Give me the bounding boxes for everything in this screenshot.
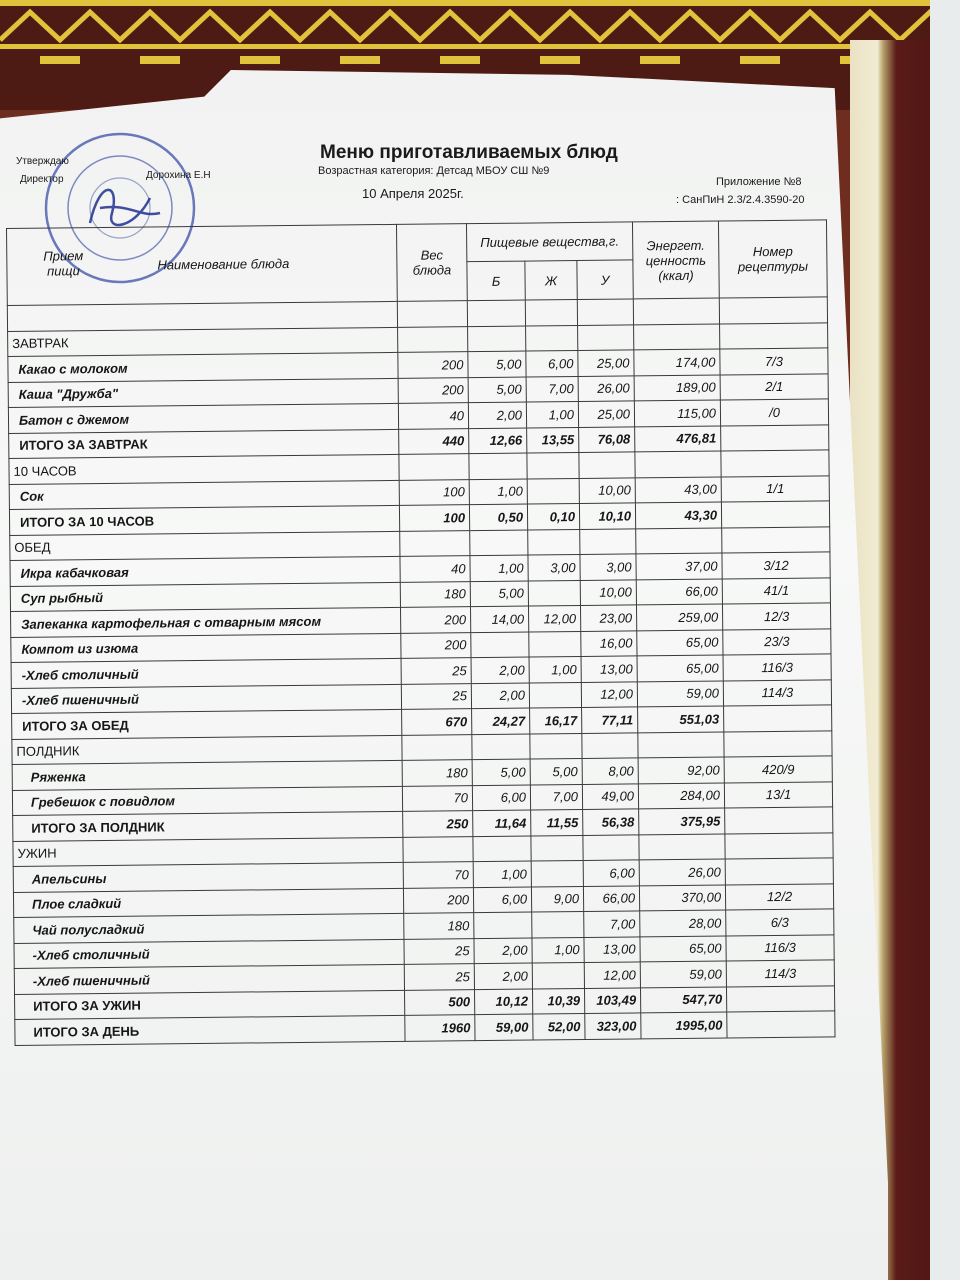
column-b: Б xyxy=(467,261,525,301)
empty-cell xyxy=(582,732,638,758)
recipe-cell: 12/2 xyxy=(725,883,833,910)
weight-cell: 180 xyxy=(402,760,472,786)
weight-cell: 1960 xyxy=(405,1015,475,1041)
energy-cell: 65,00 xyxy=(640,935,726,961)
nutrient-cell-zh: 7,00 xyxy=(530,784,582,810)
section-title: ПОЛДНИК xyxy=(12,735,402,765)
energy-cell: 189,00 xyxy=(634,375,720,401)
dish-name: Плое сладкий xyxy=(13,888,403,918)
column-meal: Прием пищи xyxy=(43,248,84,279)
page-title: Меню приготавливаемых блюд xyxy=(320,142,618,163)
dish-name: -Хлеб пшеничный xyxy=(14,964,404,994)
nutrient-cell-b: 5,00 xyxy=(470,581,528,607)
recipe-cell: 116/3 xyxy=(726,934,834,961)
appendix-label: Приложение №8 xyxy=(716,176,802,188)
nutrient-cell-b: 2,00 xyxy=(471,683,529,709)
nutrient-cell-b: 24,27 xyxy=(472,708,530,734)
dish-name: ИТОГО ЗА ПОЛДНИК xyxy=(13,811,403,841)
header-gap-cell xyxy=(525,300,577,326)
nutrient-cell-u: 12,00 xyxy=(581,681,637,707)
weight-cell: 500 xyxy=(404,989,474,1015)
recipe-cell xyxy=(727,1011,835,1038)
empty-cell xyxy=(528,529,580,555)
dish-name: Запеканка картофельная с отварным мясом xyxy=(11,607,401,637)
dish-name: -Хлеб столичный xyxy=(11,658,401,688)
recipe-cell: 23/3 xyxy=(723,628,831,655)
recipe-cell: /0 xyxy=(720,399,828,426)
nutrient-cell-u: 25,00 xyxy=(578,350,634,376)
nutrient-cell-b: 1,00 xyxy=(470,555,528,581)
header-gap-cell xyxy=(633,298,719,324)
weight-cell: 70 xyxy=(403,862,473,888)
nutrient-cell-b: 6,00 xyxy=(472,785,530,811)
recipe-cell xyxy=(725,807,833,834)
column-nutrients: Пищевые вещества,г. xyxy=(466,222,632,262)
approve-label: Утверждаю xyxy=(16,156,69,167)
empty-cell xyxy=(724,730,832,757)
recipe-cell: 2/1 xyxy=(720,373,828,400)
nutrient-cell-zh: 1,00 xyxy=(529,657,581,683)
nutrient-cell-u: 56,38 xyxy=(583,809,639,835)
energy-cell: 66,00 xyxy=(636,579,722,605)
nutrient-cell-zh xyxy=(529,682,581,708)
dish-name: ИТОГО ЗА ДЕНЬ xyxy=(15,1015,405,1045)
nutrient-cell-zh xyxy=(532,911,584,937)
nutrient-cell-zh xyxy=(532,962,584,988)
header-gap-cell xyxy=(577,299,633,325)
nutrient-cell-u: 49,00 xyxy=(582,783,638,809)
energy-cell: 375,95 xyxy=(639,808,725,834)
nutrient-cell-u: 26,00 xyxy=(578,375,634,401)
nutrient-cell-u: 77,11 xyxy=(582,707,638,733)
nutrient-cell-zh: 52,00 xyxy=(533,1013,585,1039)
nutrient-cell-u: 16,00 xyxy=(581,630,637,656)
nutrient-cell-zh: 16,17 xyxy=(530,707,582,733)
header-gap-cell xyxy=(467,300,525,326)
empty-cell xyxy=(403,836,473,862)
dish-name: ИТОГО ЗА 10 ЧАСОВ xyxy=(9,505,399,535)
nutrient-cell-zh xyxy=(527,478,579,504)
weight-cell: 100 xyxy=(399,479,469,505)
nutrient-cell-b xyxy=(471,632,529,658)
dish-name: Суп рыбный xyxy=(10,582,400,612)
nutrient-cell-b: 1,00 xyxy=(473,861,531,887)
dish-name: Каша "Дружба" xyxy=(8,378,398,408)
nutrient-cell-u: 10,00 xyxy=(579,477,635,503)
energy-cell: 115,00 xyxy=(634,400,720,426)
menu-table-container xyxy=(6,219,845,1045)
nutrient-cell-b: 1,00 xyxy=(469,479,527,505)
energy-cell: 59,00 xyxy=(640,961,726,987)
weight-cell: 25 xyxy=(404,938,474,964)
empty-cell xyxy=(472,734,530,760)
menu-table xyxy=(6,219,836,1045)
header-meal-dish xyxy=(7,224,398,305)
energy-cell: 65,00 xyxy=(637,655,723,681)
wall-edge xyxy=(930,0,960,1280)
recipe-cell: 12/3 xyxy=(722,603,830,630)
dish-name: Компот из изюма xyxy=(11,633,401,663)
nutrient-cell-zh: 10,39 xyxy=(532,988,584,1014)
weight-cell: 25 xyxy=(404,964,474,990)
nutrient-cell-u: 10,10 xyxy=(579,503,635,529)
dish-name: -Хлеб столичный xyxy=(14,939,404,969)
nutrient-cell-u: 3,00 xyxy=(580,554,636,580)
age-category: Возрастная категория: Детсад МБОУ СШ №9 xyxy=(318,165,550,177)
weight-cell: 100 xyxy=(399,505,469,531)
nutrient-cell-u: 103,49 xyxy=(584,987,640,1013)
nutrient-cell-b: 2,00 xyxy=(474,938,532,964)
recipe-cell xyxy=(724,705,832,732)
weight-cell: 40 xyxy=(400,556,470,582)
weight-cell: 200 xyxy=(398,377,468,403)
energy-cell: 174,00 xyxy=(634,349,720,375)
empty-cell xyxy=(725,832,833,859)
energy-cell: 476,81 xyxy=(635,426,721,452)
nutrient-cell-u: 323,00 xyxy=(585,1013,641,1039)
section-title: ОБЕД xyxy=(10,531,400,561)
column-recipe: Номер рецептуры xyxy=(718,220,827,298)
nutrient-cell-b: 5,00 xyxy=(468,351,526,377)
weight-cell: 200 xyxy=(401,632,471,658)
weight-cell: 200 xyxy=(403,887,473,913)
column-dish: Наименование блюда xyxy=(157,256,290,273)
recipe-cell: 7/3 xyxy=(720,348,828,375)
dish-name: ИТОГО ЗА ЗАВТРАК xyxy=(9,429,399,459)
empty-cell xyxy=(720,322,828,349)
empty-cell xyxy=(578,324,634,350)
nutrient-cell-zh: 7,00 xyxy=(526,376,578,402)
empty-cell xyxy=(469,453,527,479)
weight-cell: 200 xyxy=(400,607,470,633)
column-energy: Энергет. ценность (ккал) xyxy=(632,221,719,299)
empty-cell xyxy=(636,528,722,554)
column-weight: Вес блюда xyxy=(396,224,467,302)
weight-cell: 70 xyxy=(402,785,472,811)
weight-cell: 250 xyxy=(403,811,473,837)
recipe-cell: 41/1 xyxy=(722,577,830,604)
dish-name: Батон с джемом xyxy=(8,403,398,433)
nutrient-cell-u: 66,00 xyxy=(583,885,639,911)
dish-name: ИТОГО ЗА ОБЕД xyxy=(12,709,402,739)
weight-cell: 180 xyxy=(404,913,474,939)
empty-cell xyxy=(468,326,526,352)
empty-cell xyxy=(402,734,472,760)
energy-cell: 551,03 xyxy=(638,706,724,732)
weight-cell: 200 xyxy=(398,352,468,378)
nutrient-cell-zh: 1,00 xyxy=(532,937,584,963)
recipe-cell: 13/1 xyxy=(724,781,832,808)
weight-cell: 25 xyxy=(401,658,471,684)
nutrient-cell-u: 13,00 xyxy=(581,656,637,682)
nutrient-cell-b: 2,00 xyxy=(474,963,532,989)
nutrient-cell-zh: 6,00 xyxy=(526,351,578,377)
nutrient-cell-u: 23,00 xyxy=(580,605,636,631)
header-gap-cell xyxy=(719,297,827,324)
recipe-cell: 6/3 xyxy=(726,909,834,936)
nutrient-cell-b: 2,00 xyxy=(471,657,529,683)
energy-cell: 1995,00 xyxy=(641,1012,727,1038)
empty-cell xyxy=(473,836,531,862)
weight-cell: 25 xyxy=(401,683,471,709)
energy-cell: 370,00 xyxy=(639,885,725,911)
nutrient-cell-b: 11,64 xyxy=(473,810,531,836)
energy-cell: 92,00 xyxy=(638,757,724,783)
dish-name: -Хлеб пшеничный xyxy=(11,684,401,714)
empty-cell xyxy=(400,530,470,556)
energy-cell: 547,70 xyxy=(641,986,727,1012)
empty-cell xyxy=(531,835,583,861)
nutrient-cell-zh: 1,00 xyxy=(526,402,578,428)
energy-cell: 26,00 xyxy=(639,859,725,885)
nutrient-cell-zh: 12,00 xyxy=(528,606,580,632)
empty-cell xyxy=(721,450,829,477)
nutrient-cell-b xyxy=(474,912,532,938)
nutrient-cell-zh: 11,55 xyxy=(531,809,583,835)
nutrient-cell-b: 14,00 xyxy=(470,606,528,632)
empty-cell xyxy=(722,526,830,553)
dish-name: Икра кабачковая xyxy=(10,556,400,586)
recipe-cell: 114/3 xyxy=(726,960,834,987)
energy-cell: 43,30 xyxy=(635,502,721,528)
nutrient-cell-u: 76,08 xyxy=(579,426,635,452)
nutrient-cell-b: 2,00 xyxy=(468,402,526,428)
recipe-cell: 3/12 xyxy=(722,552,830,579)
weight-cell: 180 xyxy=(400,581,470,607)
dish-name: Чай полусладкий xyxy=(14,913,404,943)
nutrient-cell-u: 12,00 xyxy=(584,962,640,988)
nutrient-cell-u: 7,00 xyxy=(584,911,640,937)
dish-name: Сок xyxy=(9,480,399,510)
dish-name: Ряженка xyxy=(12,760,402,790)
nutrient-cell-b: 5,00 xyxy=(468,377,526,403)
dish-name: Какао с молоком xyxy=(8,352,398,382)
sanpin-label: : СанПиН 2.3/2.4.3590-20 xyxy=(676,194,805,206)
recipe-cell xyxy=(721,424,829,451)
header-gap-cell xyxy=(397,301,467,327)
nutrient-cell-u: 10,00 xyxy=(580,579,636,605)
energy-cell: 59,00 xyxy=(637,681,723,707)
dish-name: ИТОГО ЗА УЖИН xyxy=(15,990,405,1020)
weight-cell: 440 xyxy=(399,428,469,454)
menu-table-body xyxy=(8,322,835,1045)
nutrient-cell-u: 6,00 xyxy=(583,860,639,886)
nutrient-cell-zh: 9,00 xyxy=(531,886,583,912)
column-u: У xyxy=(577,260,633,300)
empty-cell xyxy=(583,834,639,860)
director-name: Дорохина Е.Н xyxy=(146,170,211,181)
recipe-cell: 1/1 xyxy=(721,475,829,502)
nutrient-cell-zh xyxy=(531,860,583,886)
energy-cell: 43,00 xyxy=(635,477,721,503)
empty-cell xyxy=(580,528,636,554)
empty-cell xyxy=(635,451,721,477)
nutrient-cell-u: 8,00 xyxy=(582,758,638,784)
empty-cell xyxy=(470,530,528,556)
empty-cell xyxy=(398,326,468,352)
nutrient-cell-b: 12,66 xyxy=(469,428,527,454)
empty-cell xyxy=(634,324,720,350)
nutrient-cell-b: 5,00 xyxy=(472,759,530,785)
nutrient-cell-zh xyxy=(529,631,581,657)
energy-cell: 28,00 xyxy=(640,910,726,936)
empty-cell xyxy=(399,454,469,480)
section-title: 10 ЧАСОВ xyxy=(9,454,399,484)
nutrient-cell-b: 10,12 xyxy=(474,989,532,1015)
menu-date: 10 Апреля 2025г. xyxy=(362,186,464,201)
recipe-cell xyxy=(721,501,829,528)
nutrient-cell-zh: 13,55 xyxy=(527,427,579,453)
nutrient-cell-u: 25,00 xyxy=(578,401,634,427)
director-label: Директор xyxy=(20,174,64,185)
nutrient-cell-zh: 5,00 xyxy=(530,758,582,784)
nutrient-cell-b: 0,50 xyxy=(469,504,527,530)
nutrient-cell-zh: 3,00 xyxy=(528,555,580,581)
dish-name: Апельсины xyxy=(13,862,403,892)
nutrient-cell-b: 59,00 xyxy=(475,1014,533,1040)
empty-cell xyxy=(530,733,582,759)
nutrient-cell-u: 13,00 xyxy=(584,936,640,962)
weight-cell: 40 xyxy=(398,403,468,429)
energy-cell: 259,00 xyxy=(636,604,722,630)
nutrient-cell-zh xyxy=(528,580,580,606)
empty-cell xyxy=(579,452,635,478)
recipe-cell xyxy=(725,858,833,885)
section-title: ЗАВТРАК xyxy=(8,327,398,357)
empty-cell xyxy=(526,325,578,351)
recipe-cell: 420/9 xyxy=(724,756,832,783)
energy-cell: 37,00 xyxy=(636,553,722,579)
section-title: УЖИН xyxy=(13,837,403,867)
nutrient-cell-zh: 0,10 xyxy=(527,504,579,530)
energy-cell: 65,00 xyxy=(637,630,723,656)
weight-cell: 670 xyxy=(402,709,472,735)
dish-name: Гребешок с повидлом xyxy=(12,786,402,816)
empty-cell xyxy=(527,453,579,479)
column-zh: Ж xyxy=(525,261,577,301)
empty-cell xyxy=(639,834,725,860)
energy-cell: 284,00 xyxy=(638,783,724,809)
recipe-cell xyxy=(726,985,834,1012)
nutrient-cell-b: 6,00 xyxy=(473,887,531,913)
recipe-cell: 114/3 xyxy=(723,679,831,706)
recipe-cell: 116/3 xyxy=(723,654,831,681)
empty-cell xyxy=(638,732,724,758)
